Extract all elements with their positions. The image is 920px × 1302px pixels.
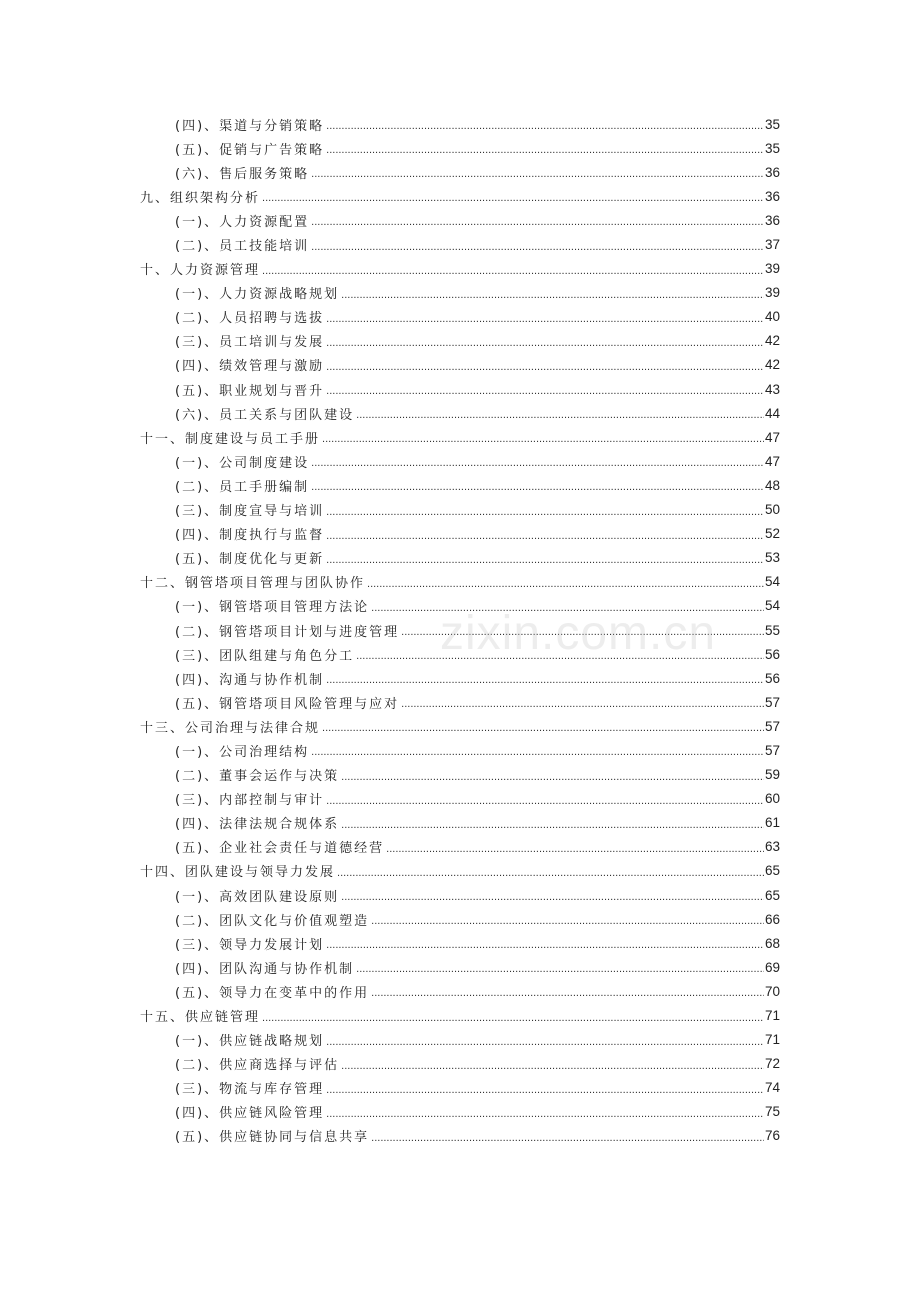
toc-dot-leader [371, 1129, 764, 1143]
toc-dot-leader [326, 1033, 764, 1047]
toc-entry-title: (五)、企业社会责任与道德经营 [175, 841, 385, 857]
toc-chapter-entry[interactable] [0, 425, 780, 449]
toc-page-number: 50 [764, 502, 780, 518]
toc-page-number: 63 [764, 839, 780, 855]
toc-entry-title: (四)、供应链风险管理 [175, 1106, 325, 1122]
toc-dot-leader [326, 551, 764, 565]
toc-dot-leader [337, 864, 764, 878]
toc-section-entry[interactable] [0, 594, 780, 618]
toc-section-entry[interactable] [0, 666, 780, 690]
toc-entry-title: (一)、人力资源配置 [175, 214, 310, 230]
toc-section-entry[interactable] [0, 305, 780, 329]
toc-chapter-entry[interactable] [0, 570, 780, 594]
toc-page-number: 39 [764, 261, 780, 277]
toc-page-number: 35 [764, 140, 780, 156]
toc-dot-leader [326, 527, 764, 541]
toc-dot-leader [262, 189, 764, 203]
toc-section-entry[interactable] [0, 1076, 780, 1100]
toc-section-entry[interactable] [0, 546, 780, 570]
toc-dot-leader [341, 286, 764, 300]
toc-page-number: 56 [764, 670, 780, 686]
toc-section-entry[interactable] [0, 738, 780, 762]
toc-section-entry[interactable] [0, 642, 780, 666]
toc-page-number: 47 [764, 429, 780, 445]
toc-section-entry[interactable] [0, 1028, 780, 1052]
toc-dot-leader [356, 647, 764, 661]
toc-section-entry[interactable] [0, 112, 780, 136]
toc-entry-title: (二)、团队文化与价值观塑造 [175, 913, 370, 929]
toc-page-number: 59 [764, 767, 780, 783]
toc-section-entry[interactable] [0, 835, 780, 859]
toc-section-entry[interactable] [0, 160, 780, 184]
toc-section-entry[interactable] [0, 907, 780, 931]
toc-dot-leader [341, 1057, 764, 1071]
toc-entry-title: (三)、领导力发展计划 [175, 937, 325, 953]
toc-page-number: 35 [764, 116, 780, 132]
toc-chapter-entry[interactable] [0, 714, 780, 738]
toc-dot-leader [326, 310, 764, 324]
toc-entry-title: (三)、员工培训与发展 [175, 335, 325, 351]
toc-section-entry[interactable] [0, 353, 780, 377]
toc-section-entry[interactable] [0, 931, 780, 955]
toc-dot-leader [326, 671, 764, 685]
toc-dot-leader [326, 503, 764, 517]
toc-page-number: 65 [764, 863, 780, 879]
toc-dot-leader [326, 117, 764, 131]
toc-dot-leader [311, 165, 764, 179]
toc-section-entry[interactable] [0, 401, 780, 425]
toc-entry-title: (五)、领导力在变革中的作用 [175, 985, 370, 1001]
toc-entry-title: (三)、物流与库存管理 [175, 1082, 325, 1098]
toc-dot-leader [341, 888, 764, 902]
toc-entry-title: (一)、高效团队建设原则 [175, 889, 340, 905]
toc-entry-title: (二)、员工技能培训 [175, 239, 310, 255]
toc-dot-leader [326, 1081, 764, 1095]
toc-section-entry[interactable] [0, 1124, 780, 1148]
toc-dot-leader [326, 141, 764, 155]
toc-section-entry[interactable] [0, 1052, 780, 1076]
toc-entry-title: (三)、团队组建与角色分工 [175, 648, 355, 664]
toc-page-number: 43 [764, 381, 780, 397]
toc-page-number: 55 [764, 622, 780, 638]
toc-page-number: 76 [764, 1128, 780, 1144]
toc-dot-leader [356, 406, 764, 420]
toc-dot-leader [326, 382, 764, 396]
toc-section-entry[interactable] [0, 473, 780, 497]
toc-page-number: 57 [764, 742, 780, 758]
toc-chapter-entry[interactable] [0, 184, 780, 208]
toc-dot-leader [371, 599, 764, 613]
toc-entry-title: (六)、员工关系与团队建设 [175, 407, 355, 423]
toc-dot-leader [401, 695, 764, 709]
toc-entry-title: (五)、制度优化与更新 [175, 552, 325, 568]
toc-dot-leader [311, 454, 764, 468]
toc-entry-title: (四)、法律法规合规体系 [175, 817, 340, 833]
toc-page-number: 68 [764, 935, 780, 951]
toc-dot-leader [311, 478, 764, 492]
toc-dot-leader [262, 262, 764, 276]
toc-entry-title: (四)、团队沟通与协作机制 [175, 961, 355, 977]
toc-page-number: 60 [764, 791, 780, 807]
toc-page-number: 71 [764, 1008, 780, 1024]
toc-entry-title: (五)、钢管塔项目风险管理与应对 [175, 696, 400, 712]
toc-section-entry[interactable] [0, 883, 780, 907]
toc-page-number: 53 [764, 550, 780, 566]
toc-section-entry[interactable] [0, 449, 780, 473]
toc-entry-title: (五)、职业规划与晋升 [175, 383, 325, 399]
toc-entry-title: (六)、售后服务策略 [175, 166, 310, 182]
table-of-contents [0, 112, 920, 1148]
toc-dot-leader [341, 816, 764, 830]
toc-dot-leader [371, 984, 764, 998]
toc-dot-leader [326, 334, 764, 348]
toc-page-number: 40 [764, 309, 780, 325]
toc-entry-title: (五)、促销与广告策略 [175, 142, 325, 158]
toc-dot-leader [341, 768, 764, 782]
toc-page-number: 36 [764, 164, 780, 180]
toc-section-entry[interactable] [0, 522, 780, 546]
toc-chapter-entry[interactable] [0, 1003, 780, 1027]
toc-dot-leader [371, 912, 764, 926]
toc-entry-title: (三)、内部控制与审计 [175, 793, 325, 809]
toc-section-entry[interactable] [0, 690, 780, 714]
toc-section-entry[interactable] [0, 1100, 780, 1124]
toc-entry-title: (五)、供应链协同与信息共享 [175, 1130, 370, 1146]
toc-page-number: 74 [764, 1080, 780, 1096]
toc-entry-title: (一)、公司治理结构 [175, 744, 310, 760]
toc-entry-title: 十三、公司治理与法律合规 [140, 720, 321, 736]
toc-entry-title: (二)、钢管塔项目计划与进度管理 [175, 624, 400, 640]
toc-entry-title: (四)、沟通与协作机制 [175, 672, 325, 688]
toc-page-number: 39 [764, 285, 780, 301]
toc-chapter-entry[interactable] [0, 257, 780, 281]
toc-dot-leader [311, 743, 764, 757]
toc-section-entry[interactable] [0, 208, 780, 232]
toc-entry-title: 十五、供应链管理 [140, 1010, 261, 1026]
toc-entry-title: (四)、渠道与分销策略 [175, 118, 325, 134]
toc-page-number: 72 [764, 1056, 780, 1072]
toc-entry-title: 十四、团队建设与领导力发展 [140, 865, 336, 881]
toc-dot-leader [322, 430, 764, 444]
toc-entry-title: 九、组织架构分析 [140, 190, 261, 206]
toc-entry-title: (一)、供应链战略规划 [175, 1034, 325, 1050]
toc-section-entry[interactable] [0, 232, 780, 256]
toc-dot-leader [401, 623, 764, 637]
toc-page-number: 54 [764, 574, 780, 590]
toc-dot-leader [311, 238, 764, 252]
toc-dot-leader [326, 792, 764, 806]
watermark: zixin.com.cn [440, 607, 717, 660]
toc-entry-title: (一)、钢管塔项目管理方法论 [175, 600, 370, 616]
toc-section-entry[interactable] [0, 136, 780, 160]
toc-page-number: 44 [764, 405, 780, 421]
toc-dot-leader [311, 213, 764, 227]
toc-page-number: 70 [764, 983, 780, 999]
toc-page-number: 65 [764, 887, 780, 903]
toc-dot-leader [322, 719, 764, 733]
toc-dot-leader [386, 840, 764, 854]
toc-dot-leader [262, 1009, 764, 1023]
toc-section-entry[interactable] [0, 498, 780, 522]
toc-entry-title: 十一、制度建设与员工手册 [140, 431, 321, 447]
toc-section-entry[interactable] [0, 377, 780, 401]
toc-page-number: 71 [764, 1032, 780, 1048]
toc-page-number: 36 [764, 188, 780, 204]
toc-entry-title: (一)、人力资源战略规划 [175, 287, 340, 303]
toc-page-number: 56 [764, 646, 780, 662]
toc-dot-leader [326, 936, 764, 950]
toc-page-number: 37 [764, 237, 780, 253]
toc-dot-leader [367, 575, 764, 589]
toc-section-entry[interactable] [0, 811, 780, 835]
toc-page-number: 69 [764, 959, 780, 975]
toc-page-number: 36 [764, 212, 780, 228]
toc-section-entry[interactable] [0, 979, 780, 1003]
toc-entry-title: (四)、绩效管理与激励 [175, 359, 325, 375]
toc-section-entry[interactable] [0, 955, 780, 979]
toc-dot-leader [326, 358, 764, 372]
toc-page-number: 57 [764, 694, 780, 710]
toc-entry-title: (二)、供应商选择与评估 [175, 1058, 340, 1074]
toc-page-number: 57 [764, 718, 780, 734]
toc-page-number: 47 [764, 453, 780, 469]
toc-dot-leader [356, 960, 764, 974]
toc-entry-title: 十、人力资源管理 [140, 263, 261, 279]
toc-entry-title: (二)、董事会运作与决策 [175, 769, 340, 785]
toc-section-entry[interactable] [0, 763, 780, 787]
toc-chapter-entry[interactable] [0, 859, 780, 883]
toc-page-number: 54 [764, 598, 780, 614]
toc-page-number: 48 [764, 477, 780, 493]
toc-section-entry[interactable] [0, 618, 780, 642]
toc-section-entry[interactable] [0, 329, 780, 353]
toc-page-number: 75 [764, 1104, 780, 1120]
toc-entry-title: 十二、钢管塔项目管理与团队协作 [140, 576, 366, 592]
toc-page-number: 42 [764, 333, 780, 349]
toc-section-entry[interactable] [0, 787, 780, 811]
toc-entry-title: (三)、制度宣导与培训 [175, 504, 325, 520]
toc-page-number: 66 [764, 911, 780, 927]
toc-entry-title: (四)、制度执行与监督 [175, 528, 325, 544]
toc-page-number: 61 [764, 815, 780, 831]
toc-dot-leader [326, 1105, 764, 1119]
toc-page-number: 42 [764, 357, 780, 373]
toc-page-number: 52 [764, 526, 780, 542]
toc-section-entry[interactable] [0, 281, 780, 305]
toc-entry-title: (二)、员工手册编制 [175, 479, 310, 495]
toc-entry-title: (二)、人员招聘与选拔 [175, 311, 325, 327]
toc-entry-title: (一)、公司制度建设 [175, 455, 310, 471]
